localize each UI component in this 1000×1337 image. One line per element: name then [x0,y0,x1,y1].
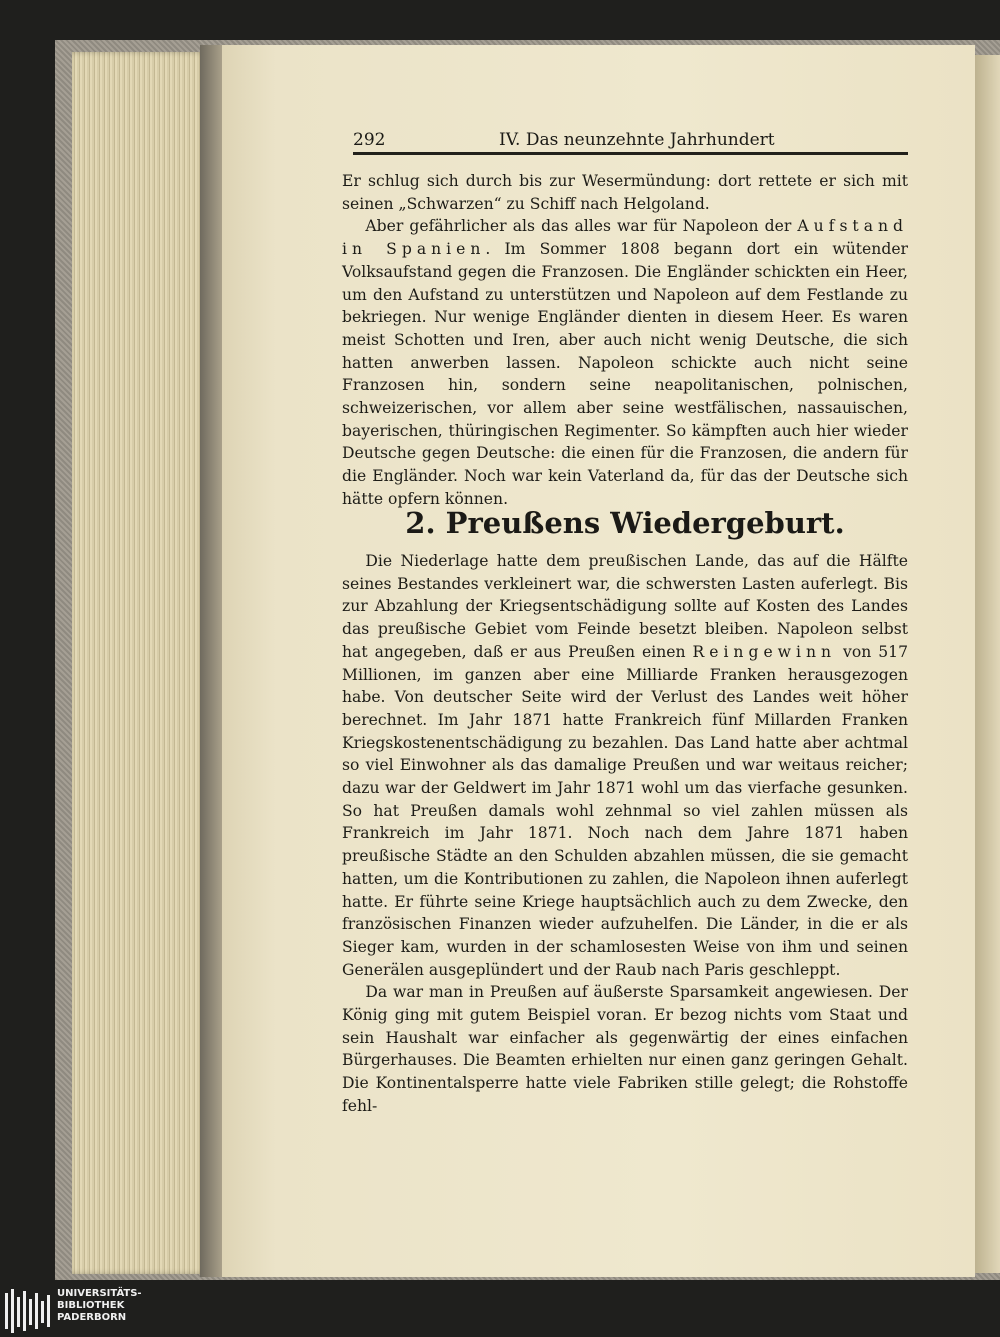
facing-page-edge [975,55,1000,1273]
page-number: 292 [353,130,386,150]
paragraph: Da war man in Preußen auf äußerste Sparsamkeit angewiesen. Der König ging mit gutem Beispiel voran. Er bezog nichts vom Staat und sein Haushalt war einfacher als gegenwärtig der eines einfachen Bürgerhauses. Die Beamten erhielten nur einen ganz geringen Gehalt. Die Kontinentalsperre hatte viele Fabriken stille gelegt; die Rohstoffe fehl- [342,983,908,1115]
paragraph [342,550,908,981]
paragraph-text: Die Niederlage hatte dem preußischen Lande, das auf die Hälfte seines Bestandes verkleinert war, die schwersten Lasten auferlegt. Bis zur Abzahlung der Kriegsentschädigung sollte auf Kosten des Landes das preußische Gebiet vom Feinde besetzt bleiben. Napoleon selbst hat angegeben, daß er aus Preußen einen [342,552,908,661]
library-name-line: PADERBORN [57,1312,127,1323]
page-edges [72,52,212,1274]
emphasized-text: Aufstand in Spanien [342,217,908,259]
page-gutter [200,45,222,1277]
library-logo [5,1287,155,1333]
library-name-line: BIBLIOTHEK [57,1300,125,1311]
emphasized-text: Reingewinn [692,642,837,661]
section-title: 2. Preußens Wiedergeburt. [405,506,845,540]
library-name-line: UNIVERSITÄTS- [57,1288,142,1299]
page-header [353,130,908,155]
paragraph: Er schlug sich durch bis zur Wesermündung: dort rettete er sich mit seinen „Schwarzen“ zu Schiff nach Helgoland. [342,172,908,213]
text-block-top [342,170,908,511]
running-head: IV. Das neunzehnte Jahrhundert [499,130,775,150]
library-logo-icon [5,1289,51,1333]
paragraph [342,215,908,510]
text-block-bottom [342,550,908,1118]
paragraph-text: Aber gefährlicher als das alles war für Napoleon der [365,217,798,236]
library-name [57,1288,142,1324]
paragraph-text: von 517 Millionen, im ganzen aber eine Milliarde Franken herausgezogen habe. Von deutscher Seite wird der Verlust des Landes weit höher berechnet. Im Jahr 1871 hatte Frankreich fünf Millarden Franken Kriegskostenentschädigung zu bezahlen. Das Land hatte aber achtmal so viel Einwohner als das damalige Preußen und war weitaus reicher; dazu war der Geldwert im Jahr 1871 wohl um das vierfache gesunken. So hat Preußen damals wohl zehnmal so viel zahlen müssen als Frankreich im Jahr 1871. Noch nach dem Jahre 1871 haben preußische Städte an den Schulden abzahlen müssen, die sie gemacht hatten, um die Kontributionen zu zahlen, die Napoleon ihnen auferlegt hatte. Er führte seine Kriege hauptsächlich auch zu dem Zwecke, den französischen Finanzen wieder aufzuhelfen. Die Länder, in die er als Sieger kam, wurden in der schamlosesten Weise von ihm und seinen Generälen ausgeplündert und der Raub nach Paris geschleppt. [342,642,908,979]
paragraph-text: . Im Sommer 1808 begann dort ein wütender Volksaufstand gegen die Franzosen. Die Engländer schickten ein Heer, um den Aufstand zu unterstützen und Napoleon auf dem Festlande zu bekriegen. Nur wenige Engländer dienten in diesem Heer. Es waren meist Schotten und Iren, aber auch nicht wenig Deutsche, die sich hatten anwerben lassen. Napoleon schickte auch nicht seine Franzosen hin, sondern seine neapolitanischen, polnischen, schweizerischen, vor allem aber seine westfälischen, nassauischen, bayerischen, thüringischen Regimenter. So kämpften auch hier wieder Deutsche gegen Deutsche: die einen für die Franzosen, die andern für die Engländer. Noch war kein Vaterland da, für das der Deutsche sich hätte opfern können. [342,240,908,508]
